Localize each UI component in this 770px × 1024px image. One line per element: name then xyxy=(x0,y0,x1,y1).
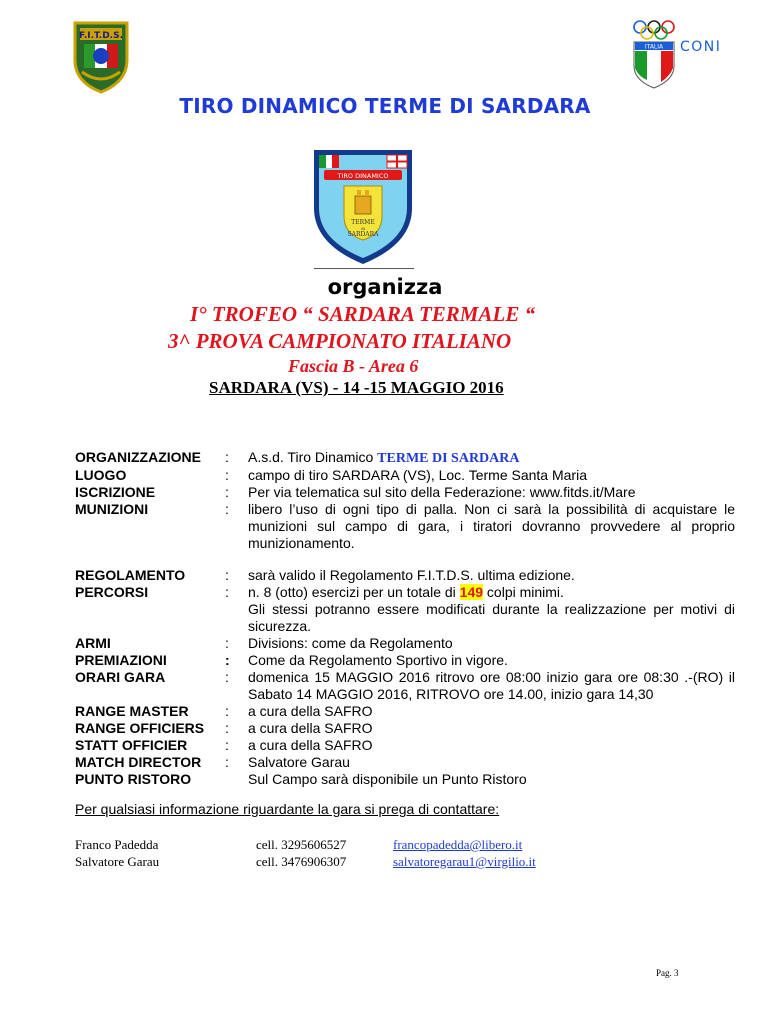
prova-title: 3^ PROVA CAMPIONATO ITALIANO xyxy=(168,329,512,353)
colon: : xyxy=(225,635,229,651)
crest-town-3: SARDARA xyxy=(347,231,379,238)
info-label: PUNTO RISTORO xyxy=(75,771,192,787)
crest-town-2: di xyxy=(361,226,365,231)
contact-phone: cell. 3295606527 xyxy=(256,837,347,852)
coni-label: CONI xyxy=(680,39,722,55)
crest-town-1: TERME xyxy=(351,219,375,226)
title-part-1: TIRO DINAMICO xyxy=(179,94,358,118)
info-label: ORGANIZZAZIONE xyxy=(75,449,201,465)
contact-email-link[interactable]: salvatoregarau1@virgilio.it xyxy=(393,854,536,869)
info-row-regolamento xyxy=(75,567,735,584)
colon: : xyxy=(225,669,229,685)
organizza-heading: organizza xyxy=(327,275,443,299)
info-value: a cura della SAFRO xyxy=(248,737,373,753)
colon: : xyxy=(225,567,229,583)
colon: : xyxy=(225,652,230,668)
colon: : xyxy=(225,467,229,483)
info-value: sarà valido il Regolamento F.I.T.D.S. ultima edizione. xyxy=(248,567,575,583)
info-row-orari xyxy=(75,669,735,703)
info-label: MATCH DIRECTOR xyxy=(75,754,202,770)
info-value: Salvatore Garau xyxy=(248,754,350,770)
info-label: PERCORSI xyxy=(75,584,149,600)
contact-phone: cell. 3476906307 xyxy=(256,854,347,869)
page-number: Pag. 3 xyxy=(656,968,679,978)
info-value: Come da Regolamento Sportivo in vigore. xyxy=(248,652,508,668)
info-row-punto-ristoro xyxy=(75,771,735,788)
info-value: Divisions: come da Regolamento xyxy=(248,635,453,651)
info-row-percorsi xyxy=(75,584,735,635)
info-value: Per via telematica sul sito della Federazione: www.fitds.it/Mare xyxy=(248,484,636,500)
percorsi-note: Gli stessi potranno essere modificati durante la realizzazione per motivi di sicurezza. xyxy=(248,601,735,634)
percorsi-suffix: colpi minimi. xyxy=(483,584,564,600)
info-row-organizzazione xyxy=(75,449,735,467)
info-row-range-master xyxy=(75,703,735,720)
title-part-2: TERME DI SARDARA xyxy=(364,94,591,118)
coni-logo xyxy=(628,18,738,90)
info-row-premiazioni xyxy=(75,652,735,669)
info-value: a cura della SAFRO xyxy=(248,720,373,736)
colon: : xyxy=(225,720,229,736)
info-row-armi xyxy=(75,635,735,652)
fitds-logo xyxy=(72,20,130,94)
info-label: ORARI GARA xyxy=(75,669,166,685)
colon: : xyxy=(225,501,229,517)
info-label: RANGE OFFICIERS xyxy=(75,720,205,736)
info-label: STATT OFFICIER xyxy=(75,737,188,753)
colon: : xyxy=(225,737,229,753)
page-title xyxy=(0,94,770,118)
colon: : xyxy=(225,584,229,600)
organizzazione-prefix: A.s.d. Tiro Dinamico xyxy=(248,449,378,465)
info-row-statt-officier xyxy=(75,737,735,754)
tiro-dinamico-crest xyxy=(310,146,416,266)
info-value: campo di tiro SARDARA (VS), Loc. Terme Santa Maria xyxy=(248,467,587,483)
location-date: SARDARA (VS) - 14 -15 MAGGIO 2016 xyxy=(209,378,504,397)
trofeo-title: I° TROFEO “ SARDARA TERMALE “ xyxy=(190,302,536,326)
info-value: a cura della SAFRO xyxy=(248,703,373,719)
colon: : xyxy=(225,754,229,770)
colon: : xyxy=(225,449,229,465)
contact-row xyxy=(75,836,536,853)
percorsi-prefix: n. 8 (otto) esercizi per un totale di xyxy=(248,584,460,600)
info-label: MUNIZIONI xyxy=(75,501,149,517)
info-label: LUOGO xyxy=(75,467,127,483)
italia-label: ITALIA xyxy=(644,43,664,51)
contact-row xyxy=(75,853,536,870)
contact-name: Franco Padedda xyxy=(75,837,159,852)
info-label: REGOLAMENTO xyxy=(75,567,186,583)
info-value: libero l’uso di ogni tipo di palla. Non ci sarà la possibilità di acquistare le munizioni sul campo di gara, i tiratori dovranno provvedere al proprio munizionamento. xyxy=(248,501,735,551)
colon: : xyxy=(225,484,229,500)
info-row-match-director xyxy=(75,754,735,771)
contact-intro: Per qualsiasi informazione riguardante la gara si prega di contattare: xyxy=(75,801,500,817)
contact-name: Salvatore Garau xyxy=(75,854,160,869)
info-label: ARMI xyxy=(75,635,111,651)
info-label: ISCRIZIONE xyxy=(75,484,156,500)
crest-label: TIRO DINAMICO xyxy=(337,172,389,180)
info-table xyxy=(75,449,735,788)
fascia-title: Fascia B - Area 6 xyxy=(288,356,419,376)
info-row-range-officiers xyxy=(75,720,735,737)
organizzazione-highlight: TERME DI SARDARA xyxy=(377,451,520,466)
info-row-luogo xyxy=(75,467,735,484)
fitds-logo-text: F.I.T.D.S. xyxy=(79,31,123,41)
info-value: domenica 15 MAGGIO 2016 ritrovo ore 08:00 inizio gara ore 08:30 .-(RO) il Sabato 14 MAGGIO 2016, RITROVO ore 14.00, inizio gara 14,30 xyxy=(248,669,735,702)
contact-email-link[interactable]: francopadedda@libero.it xyxy=(393,837,523,852)
info-label: RANGE MASTER xyxy=(75,703,189,719)
info-value xyxy=(248,449,735,467)
info-label: PREMIAZIONI xyxy=(75,652,167,668)
info-row-iscrizione xyxy=(75,484,735,501)
percorsi-highlight: 149 xyxy=(459,584,484,600)
divider xyxy=(314,268,414,269)
info-value xyxy=(248,584,735,635)
contact-list xyxy=(75,836,536,870)
info-value: Sul Campo sarà disponibile un Punto Ristoro xyxy=(248,771,527,787)
info-row-munizioni xyxy=(75,501,735,552)
colon: : xyxy=(225,703,229,719)
